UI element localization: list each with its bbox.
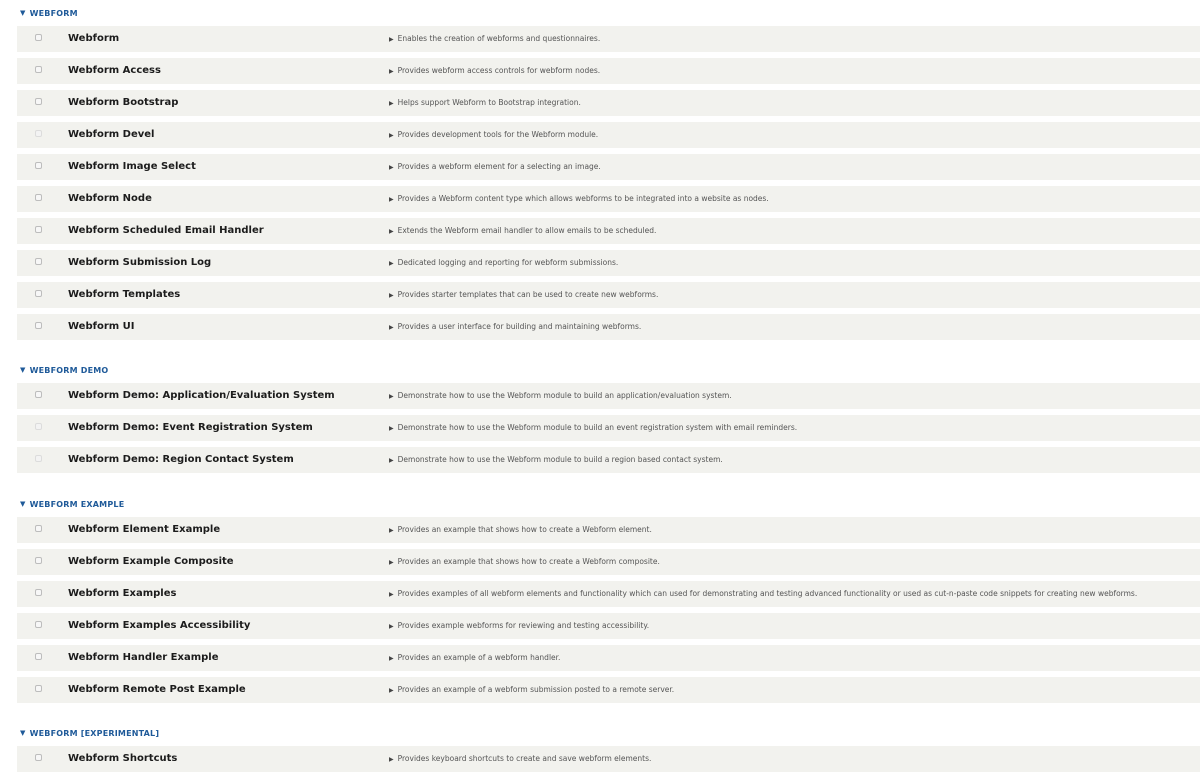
module-description-toggle[interactable] [389, 447, 723, 473]
module-checkbox[interactable] [35, 226, 42, 233]
module-row [17, 517, 1200, 543]
module-description-toggle[interactable] [389, 383, 732, 409]
section-toggle-webform-demo[interactable] [0, 357, 1200, 383]
module-description: Provides a webform element for a selecting an image. [397, 162, 601, 171]
triangle-right-icon: ▶ [389, 687, 394, 694]
module-checkbox[interactable] [35, 423, 42, 430]
module-row [17, 122, 1200, 148]
triangle-right-icon: ▶ [389, 132, 394, 139]
module-name: Webform Example Composite [68, 556, 234, 567]
module-description: Provides an example of a webform handler. [397, 653, 561, 662]
module-description: Provides keyboard shortcuts to create and save webform elements. [397, 754, 652, 763]
module-description-toggle[interactable] [389, 58, 600, 84]
module-description: Provides an example that shows how to create a Webform composite. [397, 557, 660, 566]
module-checkbox[interactable] [35, 130, 42, 137]
module-row [17, 26, 1200, 52]
module-description-toggle[interactable] [389, 26, 600, 52]
section-toggle-webform-example[interactable] [0, 491, 1200, 517]
triangle-right-icon: ▶ [389, 68, 394, 75]
triangle-right-icon: ▶ [389, 655, 394, 662]
module-row [17, 613, 1200, 639]
module-name: Webform Remote Post Example [68, 684, 246, 695]
section-webform-experimental [0, 720, 1200, 778]
module-checkbox[interactable] [35, 589, 42, 596]
module-description: Provides example webforms for reviewing and testing accessibility. [397, 621, 650, 630]
module-row [17, 415, 1200, 441]
module-description: Demonstrate how to use the Webform module to build a region based contact system. [397, 455, 723, 464]
module-name: Webform [68, 33, 120, 44]
section-title: WEBFORM [EXPERIMENTAL] [29, 728, 160, 738]
module-row [17, 645, 1200, 671]
module-description: Demonstrate how to use the Webform module to build an application/evaluation system. [397, 391, 732, 400]
module-name: Webform Element Example [68, 524, 221, 535]
module-description-toggle[interactable] [389, 250, 618, 276]
module-row [17, 58, 1200, 84]
triangle-right-icon: ▶ [389, 425, 394, 432]
module-description-toggle[interactable] [389, 90, 581, 116]
module-row [17, 314, 1200, 340]
triangle-right-icon: ▶ [389, 559, 394, 566]
triangle-right-icon: ▶ [389, 228, 394, 235]
module-name: Webform Bootstrap [68, 97, 179, 108]
module-description-toggle[interactable] [389, 314, 641, 340]
module-name: Webform Demo: Region Contact System [68, 454, 294, 465]
module-row [17, 90, 1200, 116]
module-name: Webform Node [68, 193, 152, 204]
module-description-toggle[interactable] [389, 645, 560, 671]
module-row [17, 218, 1200, 244]
triangle-right-icon: ▶ [389, 591, 394, 598]
module-checkbox[interactable] [35, 290, 42, 297]
module-description: Provides an example of a webform submission posted to a remote server. [397, 685, 675, 694]
module-checkbox[interactable] [35, 653, 42, 660]
module-checkbox[interactable] [35, 754, 42, 761]
section-webform [0, 0, 1200, 346]
triangle-down-icon: ▼ [20, 500, 26, 508]
module-description: Provides a user interface for building and maintaining webforms. [397, 322, 642, 331]
module-checkbox[interactable] [35, 685, 42, 692]
triangle-right-icon: ▶ [389, 527, 394, 534]
section-title: WEBFORM DEMO [29, 365, 109, 375]
module-checkbox[interactable] [35, 455, 42, 462]
module-row [17, 154, 1200, 180]
module-description: Provides examples of all webform elements and functionality which can used for demonstrating and testing advanced functionality or used as cut-n-paste code snippets for creating new webforms. [397, 589, 1138, 598]
module-row [17, 677, 1200, 703]
module-description-toggle[interactable] [389, 282, 658, 308]
module-checkbox[interactable] [35, 194, 42, 201]
module-checkbox[interactable] [35, 621, 42, 628]
triangle-right-icon: ▶ [389, 260, 394, 267]
module-name: Webform Access [68, 65, 161, 76]
module-description: Provides an example that shows how to create a Webform element. [397, 525, 652, 534]
module-checkbox[interactable] [35, 557, 42, 564]
module-name: Webform UI [68, 321, 135, 332]
triangle-down-icon: ▼ [20, 729, 26, 737]
triangle-right-icon: ▶ [389, 457, 394, 464]
triangle-right-icon: ▶ [389, 164, 394, 171]
module-name: Webform Shortcuts [68, 753, 178, 764]
triangle-right-icon: ▶ [389, 292, 394, 299]
module-checkbox[interactable] [35, 258, 42, 265]
module-description-toggle[interactable] [389, 218, 656, 244]
module-description-toggle[interactable] [389, 549, 660, 575]
section-title: WEBFORM EXAMPLE [29, 499, 125, 509]
module-description-toggle[interactable] [389, 581, 1137, 607]
section-webform-demo [0, 357, 1200, 479]
triangle-down-icon: ▼ [20, 366, 26, 374]
module-description: Provides a Webform content type which allows webforms to be integrated into a website as nodes. [397, 194, 769, 203]
module-description-toggle[interactable] [389, 154, 601, 180]
section-toggle-webform-experimental[interactable] [0, 720, 1200, 746]
module-checkbox[interactable] [35, 34, 42, 41]
module-description-toggle[interactable] [389, 122, 598, 148]
module-name: Webform Submission Log [68, 257, 212, 268]
module-name: Webform Templates [68, 289, 181, 300]
triangle-right-icon: ▶ [389, 324, 394, 331]
module-row [17, 549, 1200, 575]
module-name: Webform Handler Example [68, 652, 219, 663]
module-row [17, 282, 1200, 308]
section-title: WEBFORM [29, 8, 78, 18]
module-description-toggle[interactable] [389, 415, 797, 441]
module-row [17, 186, 1200, 212]
module-description-toggle[interactable] [389, 677, 674, 703]
module-checkbox[interactable] [35, 391, 42, 398]
module-checkbox[interactable] [35, 98, 42, 105]
module-name: Webform Devel [68, 129, 155, 140]
module-name: Webform Examples Accessibility [68, 620, 251, 631]
triangle-right-icon: ▶ [389, 36, 394, 43]
triangle-right-icon: ▶ [389, 196, 394, 203]
module-description-toggle[interactable] [389, 746, 651, 772]
module-description: Enables the creation of webforms and questionnaires. [397, 34, 601, 43]
module-description: Dedicated logging and reporting for webform submissions. [397, 258, 619, 267]
module-row [17, 383, 1200, 409]
section-webform-example [0, 491, 1200, 709]
module-name: Webform Demo: Application/Evaluation System [68, 390, 335, 401]
module-row [17, 250, 1200, 276]
module-name: Webform Scheduled Email Handler [68, 225, 264, 236]
module-row [17, 746, 1200, 772]
module-checkbox[interactable] [35, 525, 42, 532]
triangle-right-icon: ▶ [389, 756, 394, 763]
module-description: Extends the Webform email handler to allow emails to be scheduled. [397, 226, 657, 235]
module-checkbox[interactable] [35, 162, 42, 169]
module-row [17, 581, 1200, 607]
module-description: Provides webform access controls for webform nodes. [397, 66, 601, 75]
module-description: Provides starter templates that can be used to create new webforms. [397, 290, 659, 299]
module-name: Webform Demo: Event Registration System [68, 422, 313, 433]
module-name: Webform Examples [68, 588, 177, 599]
module-description-toggle[interactable] [389, 517, 652, 543]
module-row [17, 447, 1200, 473]
triangle-right-icon: ▶ [389, 623, 394, 630]
triangle-down-icon: ▼ [20, 9, 26, 17]
section-toggle-webform[interactable] [0, 0, 1200, 26]
module-description-toggle[interactable] [389, 186, 769, 212]
module-description-toggle[interactable] [389, 613, 649, 639]
module-description: Demonstrate how to use the Webform module to build an event registration system with email reminders. [397, 423, 798, 432]
triangle-right-icon: ▶ [389, 100, 394, 107]
module-checkbox[interactable] [35, 66, 42, 73]
module-name: Webform Image Select [68, 161, 196, 172]
module-checkbox[interactable] [35, 322, 42, 329]
module-description: Helps support Webform to Bootstrap integration. [397, 98, 581, 107]
triangle-right-icon: ▶ [389, 393, 394, 400]
module-description: Provides development tools for the Webform module. [397, 130, 599, 139]
